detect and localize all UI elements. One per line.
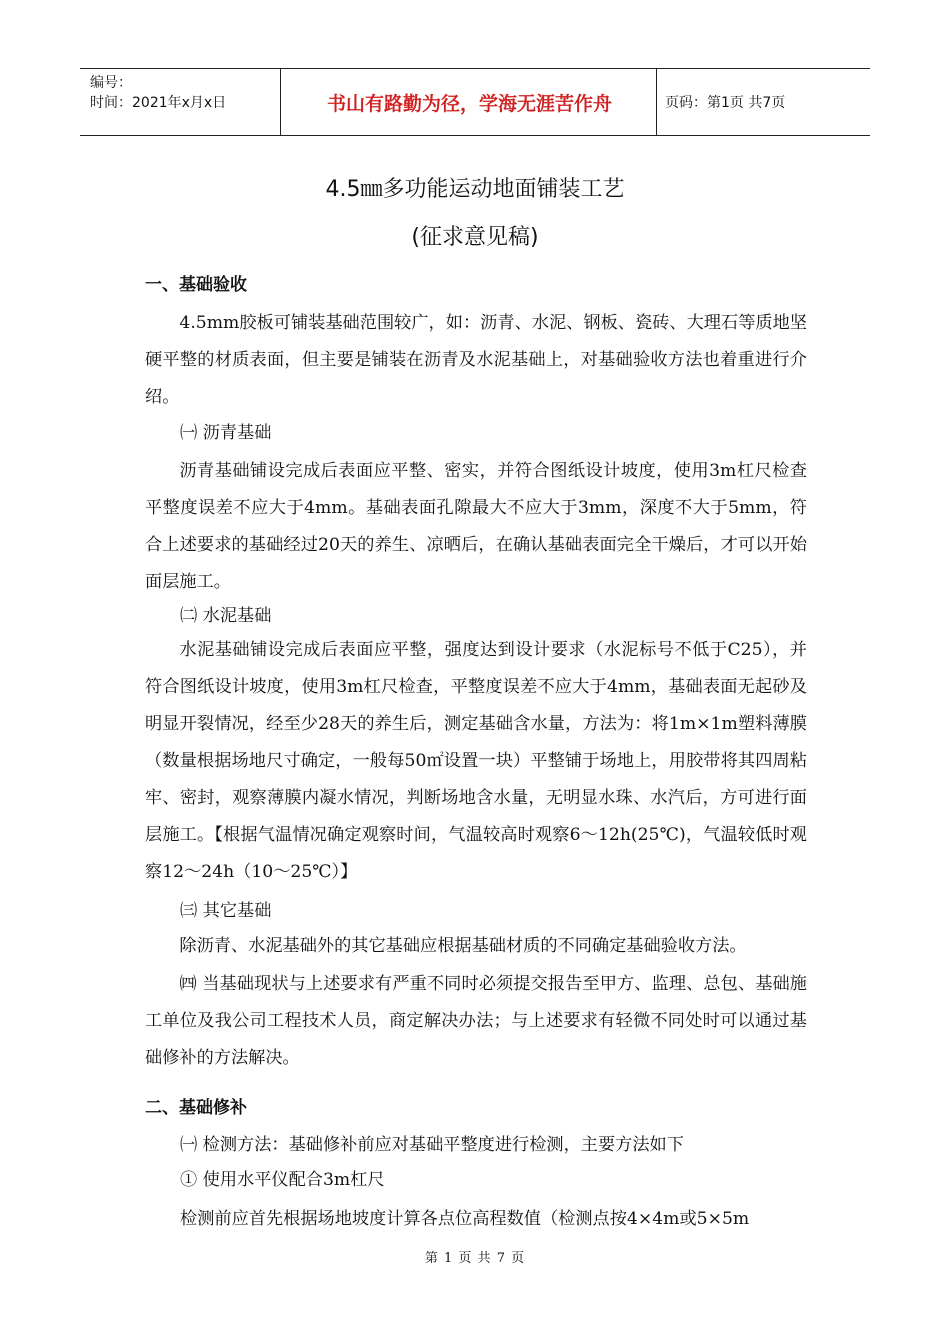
document-date-label: 时间：2021年x月x日 (90, 95, 227, 111)
subsection-heading: ㈢ 其它基础 (180, 901, 272, 921)
section-heading: 二、基础修补 (145, 1098, 247, 1118)
subsection-heading: ㈠ 沥青基础 (180, 423, 272, 443)
method-one-heading: ① 使用水平仪配合3m杠尺 (180, 1170, 385, 1190)
section-intro-paragraph: 4.5mm胶板可铺装基础范围较广，如：沥青、水泥、钢板、瓷砖、大理石等质地坚硬平整的材质表面，但主要是铺装在沥青及水泥基础上，对基础验收方法也着重进行介绍。 (145, 313, 807, 407)
header-meta (90, 73, 280, 113)
cement-paragraph: 水泥基础铺设完成后表面应平整，强度达到设计要求（水泥标号不低于C25），并符合图纸设计坡度，使用3m杠尺检查，平整度误差不应大于4mm，基础表面无起砂及明显开裂情况，经至少28天的养生后，测定基础含水量，方法为：将1m×1m塑料薄膜（数量根据场地尺寸确定，一般每50㎡设置一块）平整铺于场地上，用胶带将其四周粘牢、密封，观察薄膜内凝水情况，判断场地含水量，无明显水珠、水汽后，方可进行面层施工。【根据气温情况确定观察时间，气温较高时观察6～12h(25℃)，气温较低时观察12～24h（10～25℃）】 (145, 640, 807, 882)
header-divider (280, 69, 281, 135)
document-title: 4.5㎜多功能运动地面铺装工艺 (325, 177, 625, 202)
section-heading: 一、基础验收 (145, 275, 247, 295)
page-header (80, 68, 870, 136)
page-footer: 第 1 页 共 7 页 (424, 1251, 526, 1266)
other-base-paragraph: 除沥青、水泥基础外的其它基础应根据基础材质的不同确定基础验收方法。 (179, 936, 747, 956)
method-one-text: 检测前应首先根据场地坡度计算各点位高程数值（检测点按4×4m或5×5m (180, 1209, 750, 1229)
detection-method-line: ㈠ 检测方法：基础修补前应对基础平整度进行检测，主要方法如下 (180, 1135, 684, 1155)
asphalt-paragraph: 沥青基础铺设完成后表面应平整、密实，并符合图纸设计坡度，使用3m杠尺检查平整度误差不应大于4mm。基础表面孔隙最大不应大于3mm，深度不大于5mm，符合上述要求的基础经过20天的养生、凉晒后，在确认基础表面完全干燥后，才可以开始面层施工。 (145, 461, 807, 592)
document-number-label: 编号： (90, 75, 132, 91)
header-divider (656, 69, 657, 135)
document-subtitle: (征求意见稿) (411, 225, 539, 250)
header-page-info: 页码：第1页 共7页 (665, 95, 786, 111)
note-paragraph: ㈣ 当基础现状与上述要求有严重不同时必须提交报告至甲方、监理、总包、基础施工单位及我公司工程技术人员，商定解决办法；与上述要求有轻微不同处时可以通过基础修补的方法解决。 (145, 974, 807, 1068)
subsection-heading: ㈡ 水泥基础 (180, 606, 272, 626)
header-motto: 书山有路勤为径，学海无涯苦作舟 (326, 92, 612, 115)
